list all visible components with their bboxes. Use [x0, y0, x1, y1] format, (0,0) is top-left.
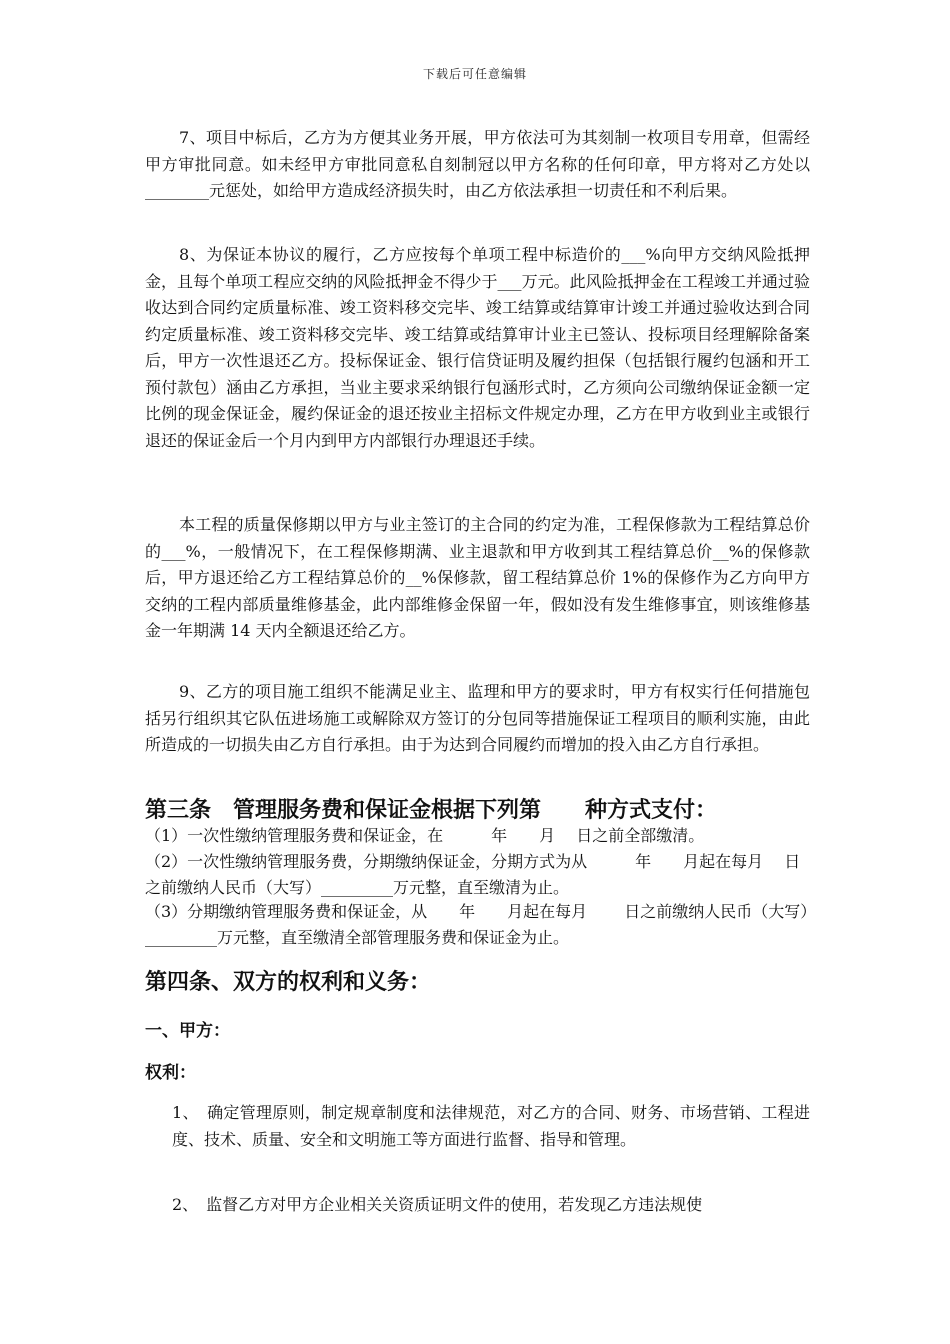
page-header: 下载后可任意编辑 [422, 67, 527, 81]
warranty-paragraph: 本工程的质量保修期以甲方与业主签订的主合同的约定为准，工程保修款为工程结算总价的___%，一般情况下，在工程保修期满、业主退款和甲方收到其工程结算总价__%的保修款后，甲方退还给乙方工程结算总价的__%保修款，留工程结算总价 1%的保修作为乙方向甲方交纳的工程内部质量维修基金，此内部维修金保留一年，假如没有发生维修事宜，则该维修基金一年期满 14 天内全额退还给乙方。 [145, 515, 810, 640]
clause-8-paragraph: 8、为保证本协议的履行，乙方应按每个单项工程中标造价的___%向甲方交纳风险抵押金，且每个单项工程应交纳的风险抵押金不得少于___万元。此风险抵押金在工程竣工并通过验收达到合同约定质量标准、竣工资料移交完毕、竣工结算或结算审计竣工并通过验收达到合同约定质量标准、竣工资料移交完毕、竣工结算或结算审计业主已签认、投标项目经理解除备案后，甲方一次性退还乙方。投标保证金、银行信贷证明及履约担保（包括银行履约包涵和开工预付款包）涵由乙方承担，当业主要求采纳银行包涵形式时，乙方须向公司缴纳保证金额一定比例的现金保证金，履约保证金的退还按业主招标文件规定办理，乙方在甲方收到业主或银行退还的保证金后一个月内到甲方内部银行办理退还手续。 [145, 245, 810, 450]
payment-option-2: （2）一次性缴纳管理服务费，分期缴纳保证金，分期方式为从 年 月起在每月 日之前缴纳人民币（大写）_________万元整，直至缴清为止。 [145, 852, 801, 897]
payment-option-3: （3）分期缴纳管理服务费和保证金，从 年 月起在每月 日之前缴纳人民币（大写）_________万元整，直至缴清全部管理服务费和保证金为止。 [145, 902, 809, 947]
article-3-heading: 第三条 管理服务费和保证金根据下列第 种方式支付： [145, 797, 718, 823]
clause-7-paragraph: 7、项目中标后，乙方为方便其业务开展，甲方依法可为其刻制一枚项目专用章，但需经甲方审批同意。如未经甲方审批同意私自刻制冠以甲方名称的任何印章，甲方将对乙方处以________元惩处，如给甲方造成经济损失时，由乙方依法承担一切责任和不利后果。 [145, 128, 810, 200]
clause-9-paragraph: 9、乙方的项目施工组织不能满足业主、监理和甲方的要求时，甲方有权实行任何措施包括另行组织其它队伍进场施工或解除双方签订的分包同等措施保证工程项目的顺利实施，由此所造成的一切损失由乙方自行承担。由于为达到合同履约而增加的投入由乙方自行承担。 [145, 682, 810, 754]
article-4-heading: 第四条、双方的权利和义务： [145, 969, 432, 995]
payment-option-1: （1）一次性缴纳管理服务费和保证金，在 年 月 日之前全部缴清。 [145, 826, 705, 845]
rights-label: 权利： [145, 1063, 196, 1083]
party-a-label: 一、甲方： [145, 1021, 230, 1041]
rights-item-2: 2、 监督乙方对甲方企业相关关资质证明文件的使用，若发现乙方违法规使 [172, 1195, 703, 1214]
rights-item-1: 1、 确定管理原则，制定规章制度和法律规范，对乙方的合同、财务、市场营销、工程进度、技术、质量、安全和文明施工等方面进行监督、指导和管理。 [172, 1103, 810, 1149]
